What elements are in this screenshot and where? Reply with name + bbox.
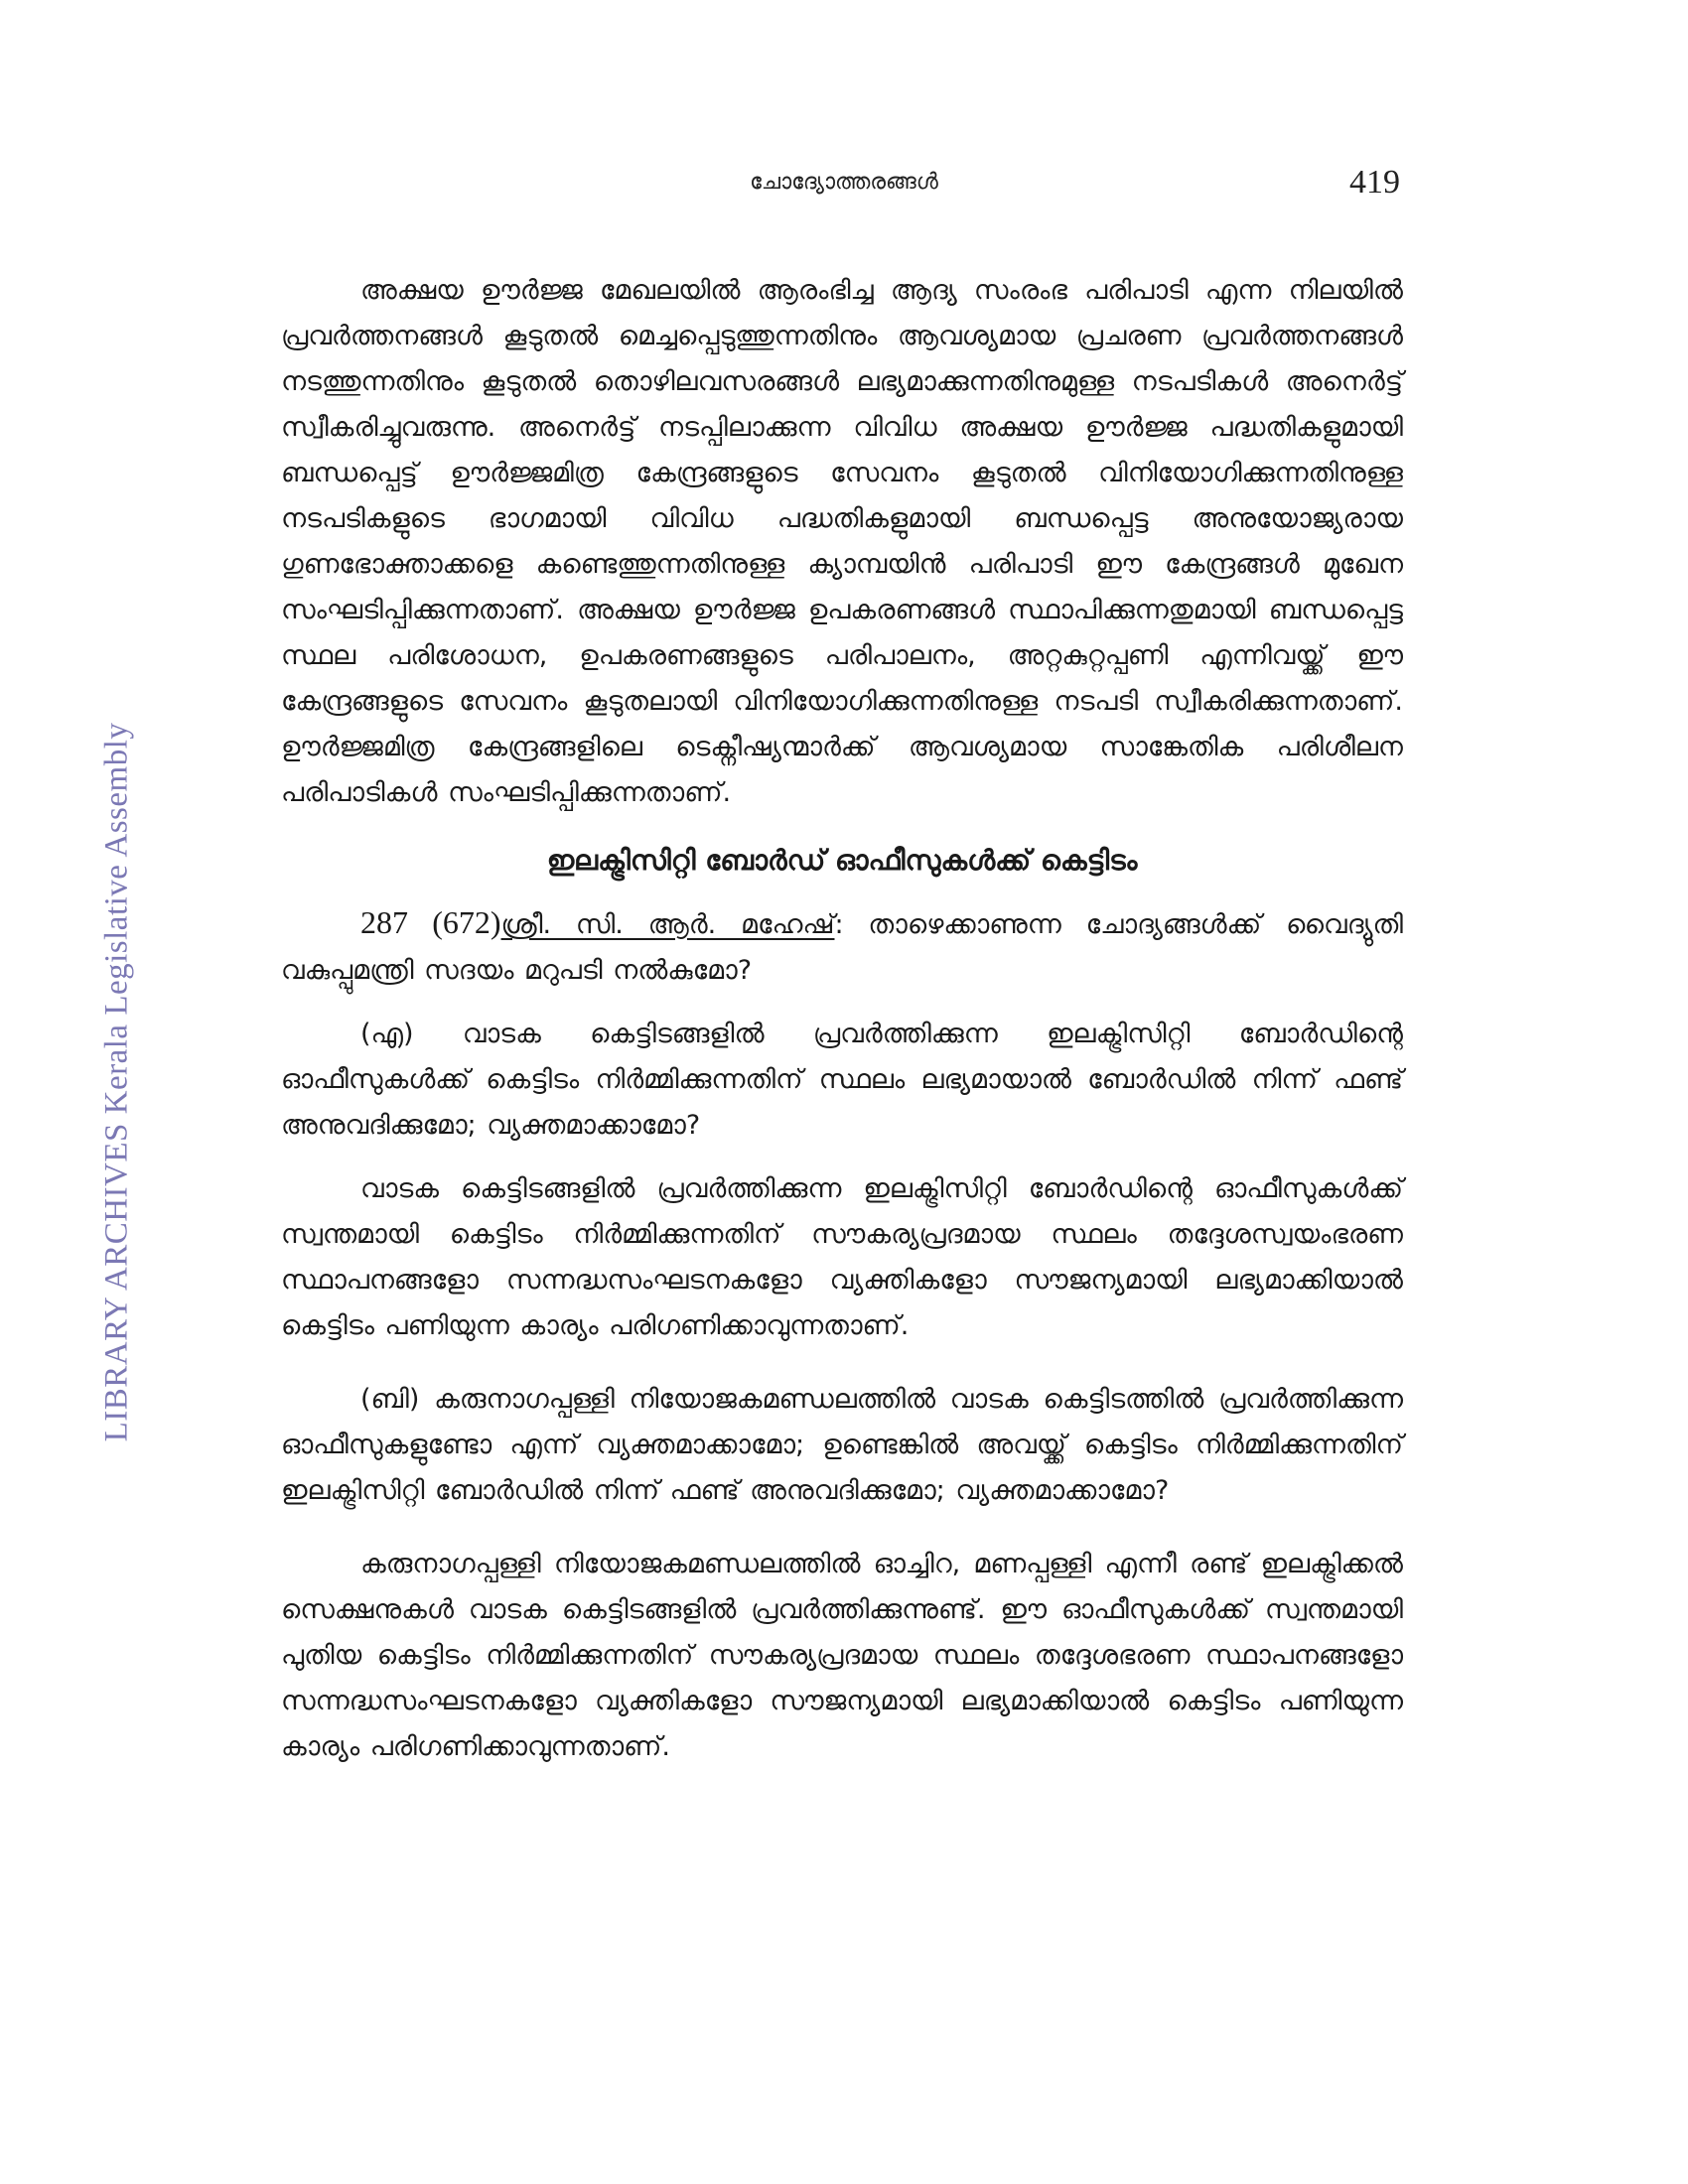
question-header [281,899,1403,994]
section-heading: ഇലക്ട്രിസിറ്റി ബോർഡ് ഓഫീസുകൾക്ക് കെട്ടിടം [546,844,1138,877]
question-a: (എ) വാടക കെട്ടിടങ്ങളിൽ പ്രവർത്തിക്കുന്ന ഇലക്ട്രിസിറ്റി ബോർഡിന്റെ ഓഫീസുകൾക്ക് കെട്ടിടം നിർമ്മിക്കുന്നതിന് സ്ഥലം ലഭ്യമായാൽ ബോർഡിൽ നിന്ന് ഫണ്ട് അനുവദിക്കുമോ; വ്യക്തമാക്കാമോ? [281,1019,1403,1141]
page-number: 419 [1349,164,1400,201]
question-intro: : താഴെക്കാണുന്ന ചോദ്യങ്ങൾക്ക് വൈദ്യുതി വകുപ്പുമന്ത്രി സദയം മറുപടി നൽകുമോ? [281,909,1404,986]
page-body [281,268,1403,1770]
question-b: (ബി) കരുനാഗപ്പള്ളി നിയോജകമണ്ഡലത്തിൽ വാടക കെട്ടിടത്തിൽ പ്രവർത്തിക്കുന്ന ഓഫീസുകളുണ്ടോ എന്ന് വ്യക്തമാക്കാമോ; ഉണ്ടെങ്കിൽ അവയ്ക്ക് കെട്ടിടം നിർമ്മിക്കുന്നതിന് ഇലക്ട്രിസിറ്റി ബോർഡിൽ നിന്ന് ഫണ്ട് അനുവദിക്കുമോ; വ്യക്തമാക്കാമോ? [281,1384,1403,1506]
running-header [288,164,1400,213]
question-number: 287 (672) [360,904,501,940]
answer-b: കരുനാഗപ്പള്ളി നിയോജകമണ്ഡലത്തിൽ ഓച്ചിറ, മണപ്പള്ളി എന്നീ രണ്ട് ഇലക്ട്രിക്കൽ സെക്ഷനുകൾ വാടക കെട്ടിടങ്ങളിൽ പ്രവർത്തിക്കുന്നുണ്ട്. ഈ ഓഫീസുകൾക്ക് സ്വന്തമായി പുതിയ കെട്ടിടം നിർമ്മിക്കുന്നതിന് സൗകര്യപ്രദമായ സ്ഥലം തദ്ദേശഭരണ സ്ഥാപനങ്ങളോ സന്നദ്ധസംഘടനകളോ വ്യക്തികളോ സൗജന്യമായി ലഭ്യമാക്കിയാൽ കെട്ടിടം പണിയുന്ന കാര്യം പരിഗണിക്കാവുന്നതാണ്. [281,1549,1403,1762]
answer-a: വാടക കെട്ടിടങ്ങളിൽ പ്രവർത്തിക്കുന്ന ഇലക്ട്രിസിറ്റി ബോർഡിന്റെ ഓഫീസുകൾക്ക് സ്വന്തമായി കെട്ടിടം നിർമ്മിക്കുന്നതിന് സൗകര്യപ്രദമായ സ്ഥലം തദ്ദേശസ്വയംഭരണ സ്ഥാപനങ്ങളോ സന്നദ്ധസംഘടനകളോ വ്യക്തികളോ സൗജന്യമായി ലഭ്യമാക്കിയാൽ കെട്ടിടം പണിയുന്ന കാര്യം പരിഗണിക്കാവുന്നതാണ്. [281,1173,1403,1341]
intro-paragraph: അക്ഷയ ഊർജ്ജ മേഖലയിൽ ആരംഭിച്ച ആദ്യ സംരംഭ പരിപാടി എന്ന നിലയിൽ പ്രവർത്തനങ്ങൾ കൂടുതൽ മെച്ചപ്പെടുത്തുന്നതിനും ആവശ്യമായ പ്രചരണ പ്രവർത്തനങ്ങൾ നടത്തുന്നതിനും കൂടുതൽ തൊഴിലവസരങ്ങൾ ലഭ്യമാക്കുന്നതിനുമുള്ള നടപടികൾ അനെർട്ട് സ്വീകരിച്ചുവരുന്നു. അനെർട്ട് നടപ്പിലാക്കുന്ന വിവിധ അക്ഷയ ഊർജ്ജ പദ്ധതികളുമായി ബന്ധപ്പെട്ട് ഊർജ്ജമിത്ര കേന്ദ്രങ്ങളുടെ സേവനം കൂടുതൽ വിനിയോഗിക്കുന്നതിനുള്ള നടപടികളുടെ ഭാഗമായി വിവിധ പദ്ധതികളുമായി ബന്ധപ്പെട്ട അനുയോജ്യരായ ഗുണഭോക്താക്കളെ കണ്ടെത്തുന്നതിനുള്ള ക്യാമ്പയിൻ പരിപാടി ഈ കേന്ദ്രങ്ങൾ മുഖേന സംഘടിപ്പിക്കുന്നതാണ്. അക്ഷയ ഊർജ്ജ ഉപകരണങ്ങൾ സ്ഥാപിക്കുന്നതുമായി ബന്ധപ്പെട്ട സ്ഥല പരിശോധന, ഉപകരണങ്ങളുടെ പരിപാലനം, അറ്റകുറ്റപ്പണി എന്നിവയ്ക്ക് ഈ കേന്ദ്രങ്ങളുടെ സേവനം കൂടുതലായി വിനിയോഗിക്കുന്നതിനുള്ള നടപടി സ്വീകരിക്കുന്നതാണ്. ഊർജ്ജമിത്ര കേന്ദ്രങ്ങളിലെ ടെക്നീഷ്യന്മാർക്ക് ആവശ്യമായ സാങ്കേതിക പരിശീലന പരിപാടികൾ സംഘടിപ്പിക്കുന്നതാണ്. [281,275,1403,808]
running-title: ചോദ്യോത്തരങ്ങൾ [750,170,938,195]
member-name: ശ്രീ. സി. ആർ. മഹേഷ് [500,909,835,940]
archive-watermark: LIBRARY ARCHIVES Kerala Legislative Assembly [98,722,135,1442]
